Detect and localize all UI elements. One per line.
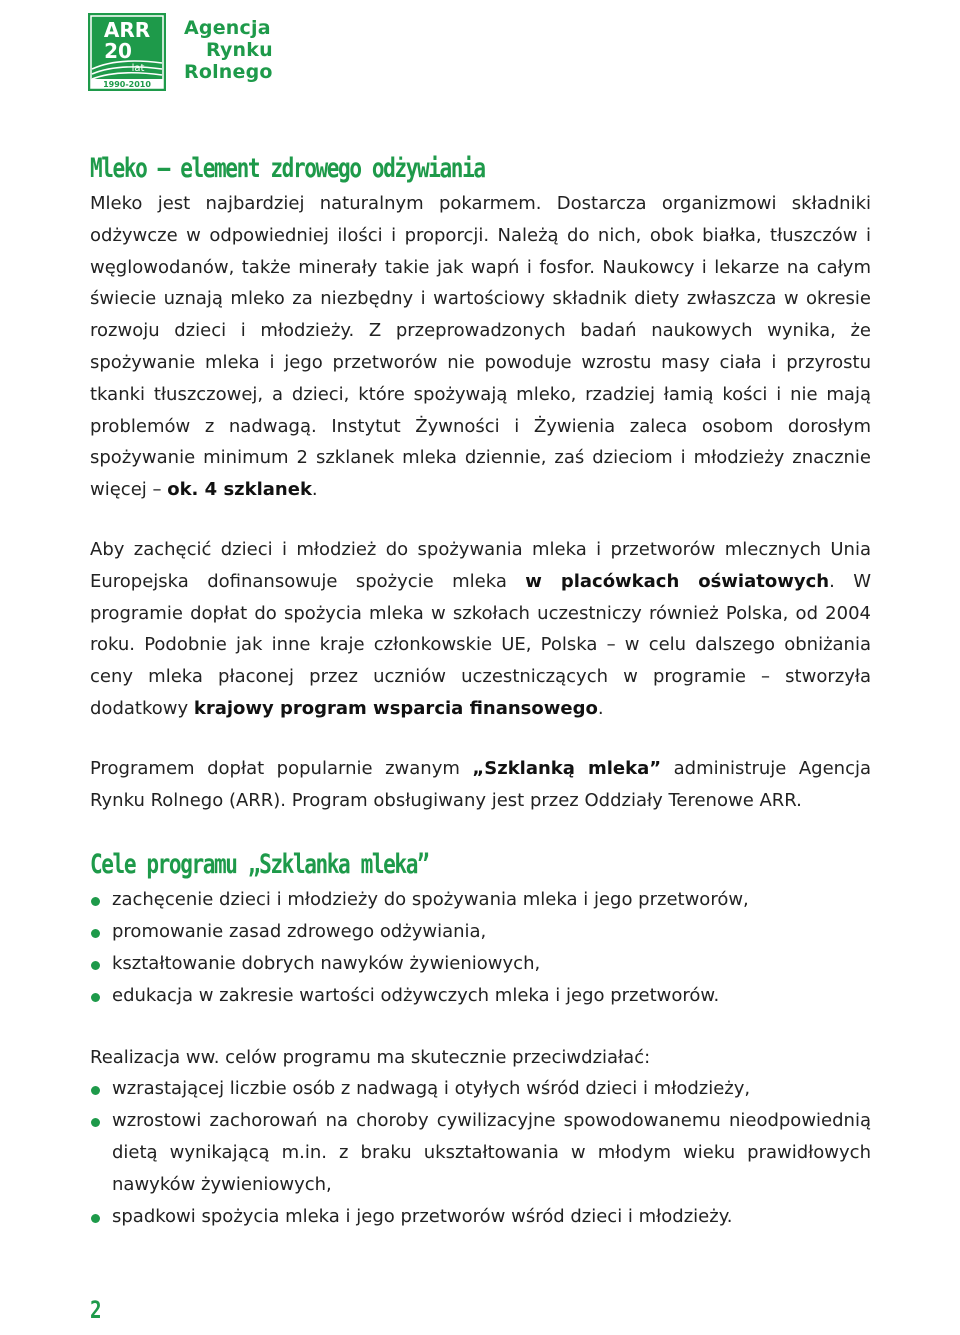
list-item: kształtowanie dobrych nawyków żywieniowych, bbox=[90, 948, 871, 980]
list-item: wzrostowi zachorowań na choroby cywilizacyjne spowodowanemu nieodpowiednią dietą wynikającą m.in. z braku ukształtowania w młodym wieku prawidłowych nawyków żywieniowych, bbox=[90, 1105, 871, 1200]
logo-label: lat bbox=[131, 63, 145, 74]
bold-run: w placówkach oświatowych bbox=[525, 570, 830, 592]
text-run: . bbox=[597, 697, 604, 719]
list-item: promowanie zasad zdrowego odżywiania, bbox=[90, 916, 871, 948]
text-run: Mleko jest najbardziej naturalnym pokarmem. Dostarcza organizmowi składniki odżywcze w odpowiedniej ilości i proporcji. Należą do nich, obok białka, tłuszczów i węglowodanów, także minerały takie jak wapń i fosfor. Naukowcy i lekarze na całym świecie uznają mleko za niezbędny i wartościowy składnik diety zwłaszcza w okresie rozwoju dzieci i młodzieży. Z przeprowadzonych badań naukowych wynika, że spożywanie mleka i jego przetworów nie powoduje wzrostu masy ciała i przyrostu tkanki tłuszczowej, a dzieci, które spożywają mleko, rzadziej łamią kości i nie mają problemów z nadwagą. Instytut Żywności i Żywienia zaleca osobom dorosłym spożywanie minimum 2 szklanek mleka dziennie, zaś dzieciom i młodzieży znacznie więcej – bbox=[90, 193, 871, 501]
paragraph-milk-benefits bbox=[90, 188, 871, 506]
logo-years: 20 bbox=[104, 39, 132, 63]
list-item: zachęcenie dzieci i młodzieży do spożywania mleka i jego przetworów, bbox=[90, 884, 871, 916]
text-run: . bbox=[311, 479, 318, 501]
logo-wordmark bbox=[184, 17, 273, 83]
list-item: spadkowi spożycia mleka i jego przetworów wśród dzieci i młodzieży. bbox=[90, 1201, 871, 1233]
bold-run: ok. 4 szklanek bbox=[167, 479, 312, 501]
section-heading-goals: Cele programu „Szklanka mleka” bbox=[90, 849, 429, 881]
paragraph-program-admin bbox=[90, 753, 871, 817]
article bbox=[90, 150, 871, 1232]
page-number: 2 bbox=[90, 1296, 102, 1324]
text-run: Programem dopłat popularnie zwanym bbox=[90, 757, 473, 779]
counteract-list bbox=[90, 1073, 871, 1232]
logo-word-2: Rynku bbox=[206, 39, 273, 61]
text-run: administruje Agencja Rynku Rolnego (ARR). Program obsługiwany jest przez Oddziały Terenowe ARR. bbox=[90, 757, 872, 811]
list-item: wzrastającej liczbie osób z nadwagą i otyłych wśród dzieci i młodzieży, bbox=[90, 1073, 871, 1105]
logo-field-icon bbox=[88, 13, 166, 91]
text-run: . W programie dopłat do spożycia mleka w szkołach uczestniczy również Polska, od 2004 roku. Podobnie jak inne kraje członkowskie UE, Polska – w celu dalszego obniżania ceny mleka płaconej przez uczniów uczestniczących w programie – stworzyła dodatkowy bbox=[90, 570, 871, 719]
bold-run: „Szklanką mleka” bbox=[472, 757, 662, 779]
logo-word-3: Rolnego bbox=[184, 61, 273, 83]
logo-abbrev: ARR bbox=[103, 18, 151, 42]
paragraph-counteract-intro: Realizacja ww. celów programu ma skutecznie przeciwdziałać: bbox=[90, 1046, 651, 1068]
section-heading-milk: Mleko – element zdrowego odżywiania bbox=[90, 153, 485, 184]
arr-logo bbox=[88, 13, 288, 93]
text-run: Aby zachęcić dzieci i młodzież do spożywania mleka i przetworów mlecznych Unia Europejska dofinansowuje spożycie mleka bbox=[90, 538, 871, 592]
goals-list bbox=[90, 884, 871, 1011]
bold-run: krajowy program wsparcia finansowego bbox=[193, 697, 598, 719]
logo-word-1: Agencja bbox=[184, 17, 271, 39]
arr-logo-mark bbox=[88, 13, 166, 91]
paragraph-eu-funding bbox=[90, 534, 871, 725]
logo-range: 1990-2010 bbox=[103, 80, 151, 89]
list-item: edukacja w zakresie wartości odżywczych mleka i jego przetworów. bbox=[90, 980, 871, 1012]
